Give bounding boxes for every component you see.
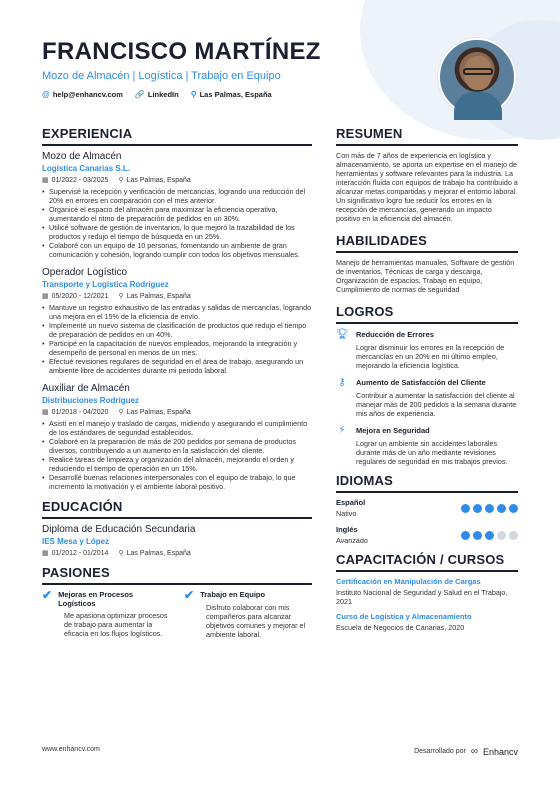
footer-brand	[414, 746, 518, 757]
proficiency-dot	[461, 531, 470, 540]
passions-heading: PASIONES	[42, 565, 312, 585]
job-meta	[42, 292, 312, 300]
passion-title: Trabajo en Equipo	[200, 590, 266, 599]
company-name: Transporte y Logística Rodríguez	[42, 280, 169, 289]
passion-description: Disfruto colaborar con mis compañeros para alcanzar objetivos comunes y mejorar el ambiente laboral.	[206, 603, 306, 639]
proficiency-dot	[473, 504, 482, 513]
passion-title: Mejoras en Procesos Logísticos	[58, 590, 134, 608]
resume-header	[42, 38, 422, 99]
location-pin-icon: ⚲	[118, 177, 124, 184]
calendar-icon: ▦	[42, 177, 49, 184]
passions-list	[42, 590, 312, 639]
proficiency-dots	[461, 531, 518, 540]
experience-item	[42, 383, 312, 491]
language-level: Avanzado	[336, 536, 368, 545]
bullet: • Asistí en el manejo y traslado de cargas, midiendo y asegurando el cumplimiento de los estándares de seguridad establecidos.	[42, 419, 312, 437]
job-bullets	[42, 419, 312, 491]
enhancv-logo-icon: ∞	[470, 746, 478, 757]
proficiency-dots	[461, 504, 518, 513]
education-heading: EDUCACIÓN	[42, 499, 312, 519]
language-item	[336, 498, 518, 518]
job-dates: 01/2018 - 04/2020	[51, 408, 109, 416]
course-item	[336, 612, 518, 632]
skills-text: Manejo de herramientas manuales, Software de gestión de inventarios, Técnicas de carga y descarga, Organización de espacios, Trabajo en equipo, Cumplimiento de normas de seguridad	[336, 258, 515, 294]
calendar-icon: ▦	[42, 293, 49, 300]
bullet: • Colaboré en la preparación de más de 200 pedidos por semana de productos diversos, contribuyendo a un aumento en la satisfacción del cliente.	[42, 437, 312, 455]
passion-description: Me apasiona optimizar procesos de trabajo para aumentar la eficacia en los flujos logísticos.	[64, 611, 168, 638]
contact-row	[42, 90, 422, 99]
checkmark-icon: ✔	[184, 588, 195, 602]
languages-heading: IDIOMAS	[336, 473, 518, 493]
job-title: Auxiliar de Almacén	[42, 383, 130, 394]
location-contact	[191, 90, 272, 99]
company-name: Logística Canarias S.L.	[42, 164, 131, 173]
achievement-description: Lograr disminuir los errores en la recepción de mercancías en un 20% en mi último empleo, mejorando la eficiencia logística.	[356, 343, 505, 370]
job-bullets	[42, 303, 312, 375]
education-item	[42, 524, 312, 557]
courses-heading: CAPACITACIÓN / CURSOS	[336, 552, 518, 572]
email-contact[interactable]	[42, 90, 123, 99]
proficiency-dot	[485, 504, 494, 513]
company-name: Distribuciones Rodríguez	[42, 396, 139, 405]
location-text: Las Palmas, España	[199, 90, 272, 99]
degree: Diploma de Educación Secundaria	[42, 524, 196, 535]
email-text: help@enhancv.com	[52, 90, 123, 99]
location-pin-icon: ⚲	[190, 90, 197, 99]
bullet: • Supervisé la recepción y verificación de mercancías, logrando una reducción del 20% en errores en comparación con el mes anterior.	[42, 187, 312, 205]
bullet: • Realicé tareas de limpieza y organización del almacén, mejorando el orden y reduciendo el tiempo de operación en un 15%.	[42, 455, 312, 473]
footer	[42, 746, 518, 757]
bullet: • Organicé el espacio del almacén para maximizar la eficiencia operativa, aumentando el ritmo de preparación de pedidos en un 30%.	[42, 205, 312, 223]
link-icon: 🔗	[134, 90, 145, 99]
proficiency-dot	[497, 504, 506, 513]
photo-glasses	[463, 68, 493, 75]
right-column	[336, 126, 518, 638]
location-pin-icon: ⚲	[118, 409, 124, 416]
job-dates: 05/2020 - 12/2021	[51, 292, 109, 300]
skills-heading: HABILIDADES	[336, 233, 518, 253]
calendar-icon: ▦	[42, 409, 49, 416]
achievement-description: Contribuir a aumentar la satisfacción del cliente al manejar más de 200 pedidos a la semana durante mis años de experiencia.	[356, 391, 517, 418]
job-location: Las Palmas, España	[126, 176, 191, 184]
job-dates: 01/2022 - 03/2025	[51, 176, 109, 184]
photo-body	[454, 92, 502, 120]
experience-item	[42, 267, 312, 375]
achievement-item	[336, 377, 518, 418]
job-title: Mozo de Almacén	[42, 151, 122, 162]
bullet: • Implementé un nuevo sistema de clasificación de productos que redujo el tiempo de preparación de pedidos en un 40%.	[42, 321, 312, 339]
achievement-title: Mejora en Seguridad	[356, 426, 430, 435]
job-meta	[42, 176, 312, 184]
language-level: Nativo	[336, 509, 357, 518]
achievement-item	[336, 425, 518, 466]
summary-text: Con más de 7 años de experiencia en logística y almacenamiento, se aporta un expertise en el manejo de herramientas y software relevantes para la industria. La interacción fluida con equipos de trabajo ha contribuido a alcanzar metas compartidas y mejorar el entorno laboral. Un significativo logro fue reducir los errores en la recepción de mercancías, generando un impacto positivo en la eficiencia del almacén.	[336, 151, 518, 223]
proficiency-dot	[497, 531, 506, 540]
proficiency-dot	[485, 531, 494, 540]
footer-website[interactable]: www.enhancv.com	[42, 746, 100, 753]
course-org: Escuela de Negocios de Canarias, 2020	[336, 623, 465, 632]
job-location: Las Palmas, España	[126, 408, 191, 416]
job-meta	[42, 408, 312, 416]
candidate-name: FRANCISCO MARTÍNEZ	[42, 38, 321, 65]
brand-name: Enhancv	[482, 746, 518, 757]
bolt-icon: ⚡︎	[338, 425, 346, 436]
location-pin-icon: ⚲	[118, 293, 124, 300]
achievement-title: Reducción de Errores	[356, 330, 434, 339]
education-meta	[42, 549, 312, 557]
achievements-heading: LOGROS	[336, 304, 518, 324]
experience-item	[42, 151, 312, 259]
profile-photo	[438, 38, 516, 116]
summary-heading: RESUMEN	[336, 126, 518, 146]
checkmark-icon: ✔	[42, 588, 53, 602]
course-item	[336, 577, 518, 606]
job-location: Las Palmas, España	[126, 292, 191, 300]
education-dates: 01/2012 - 01/2014	[51, 549, 109, 557]
course-title: Curso de Logística y Almacenamiento	[336, 612, 472, 621]
language-name: Inglés	[336, 525, 358, 534]
achievement-title: Aumento de Satisfacción del Cliente	[356, 378, 486, 387]
bullet: • Utilicé software de gestión de inventarios, lo que mejoró la trazabilidad de los productos y redujo el tiempo de búsqueda en un 25%.	[42, 223, 312, 241]
calendar-icon: ▦	[42, 550, 49, 557]
proficiency-dot	[473, 531, 482, 540]
bullet: • Participé en la capacitación de nuevos empleados, mejorando la integración y desempeño de personal en menos de un mes.	[42, 339, 312, 357]
experience-heading: EXPERIENCIA	[42, 126, 312, 146]
proficiency-dot	[509, 504, 518, 513]
proficiency-dot	[509, 531, 518, 540]
passion-item	[184, 590, 312, 639]
achievement-item	[336, 329, 518, 370]
bullet: • Mantuve un registro exhaustivo de las entradas y salidas de mercancías, logrando una mejora en el 15% de la eficiencia de envío.	[42, 303, 312, 321]
linkedin-text: LinkedIn	[147, 90, 179, 99]
powered-by-text: Desarrollado por	[414, 748, 466, 755]
linkedin-contact[interactable]	[135, 90, 179, 99]
location-pin-icon: ⚲	[118, 550, 124, 557]
education-location: Las Palmas, España	[126, 549, 191, 557]
achievement-description: Lograr un ambiente sin accidentes laborales durante más de un año mediante revisiones regulares de seguridad en mis trabajos previos.	[356, 439, 508, 466]
bullet: • Colaboré con un equipo de 10 personas, fomentando un ambiente de gran comunicación y cohesión, logrando cumplir con todos los objetivos mensuales.	[42, 241, 312, 259]
language-name: Español	[336, 498, 366, 507]
bullet: • Efectué revisiones regulares de seguridad en el área de trabajo, asegurando un ambiente libre de accidentes durante mi periodo laboral.	[42, 357, 312, 375]
job-bullets	[42, 187, 312, 259]
trophy-icon: 🏆︎	[336, 329, 349, 340]
proficiency-dot	[461, 504, 470, 513]
language-item	[336, 525, 518, 545]
left-column	[42, 126, 312, 639]
key-icon: ⚷	[338, 377, 346, 388]
at-icon: @	[42, 90, 50, 99]
headline: Mozo de Almacén | Logística | Trabajo en Equipo	[42, 70, 281, 82]
job-title: Operador Logístico	[42, 267, 128, 278]
bullet: • Desarrollé buenas relaciones interpersonales con el equipo de trabajo, lo que incrementó la motivación y el ambiente laboral positivo.	[42, 473, 312, 491]
passion-item	[42, 590, 170, 639]
course-title: Certificación en Manipulación de Cargas	[336, 577, 481, 586]
school-name: IES Mesa y López	[42, 537, 110, 546]
course-org: Instituto Nacional de Seguridad y Salud en el Trabajo, 2021	[336, 588, 508, 606]
